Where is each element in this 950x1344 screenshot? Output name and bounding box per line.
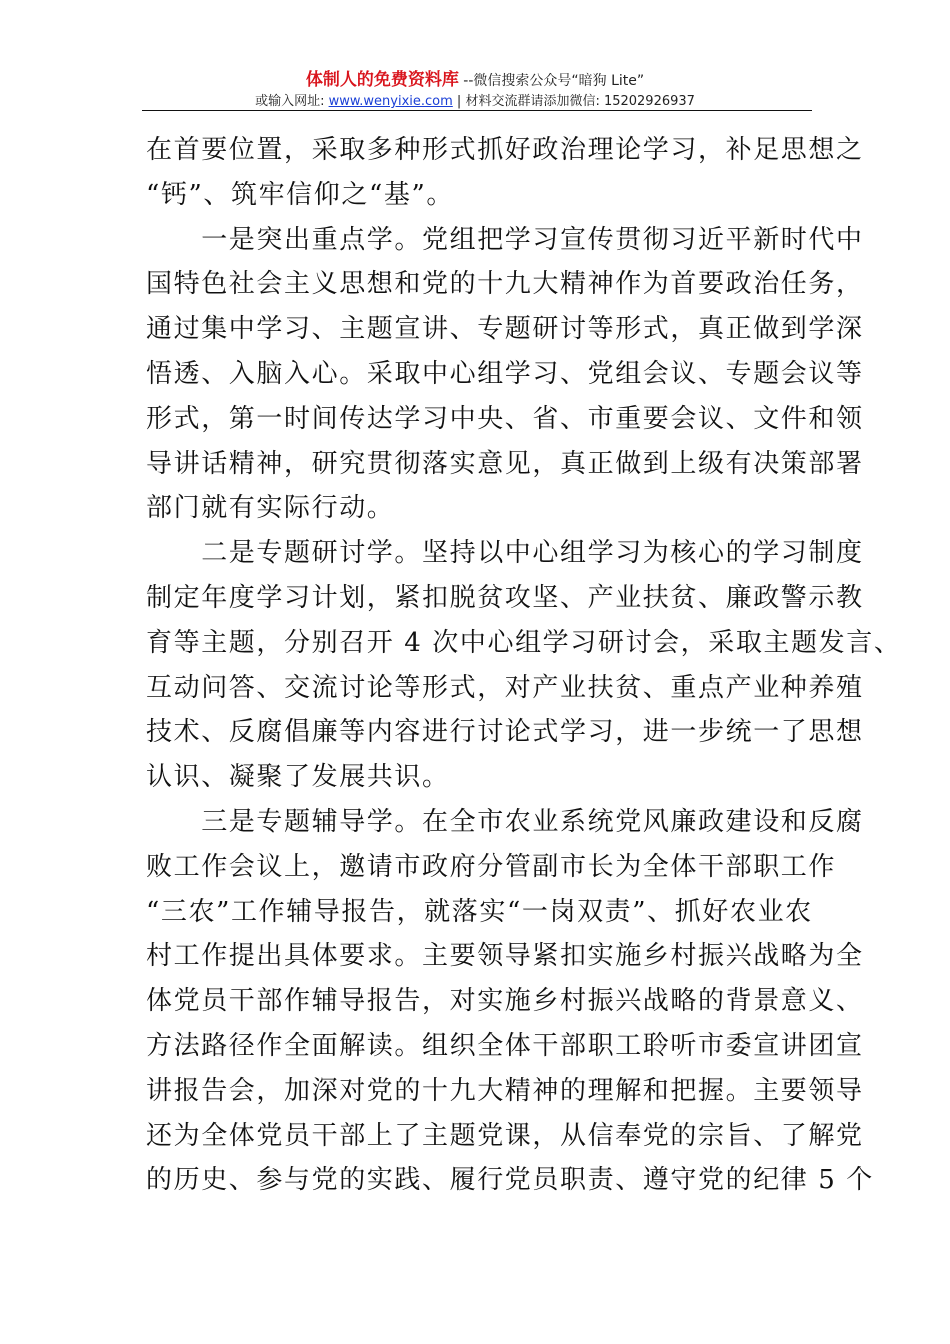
header-divider xyxy=(142,110,812,111)
text-line: 导讲话精神，研究贯彻落实意见，真正做到上级有决策部署 xyxy=(146,448,864,479)
header-title-line xyxy=(0,70,950,91)
text-line: “三农”工作辅导报告，就落实“一岗双责”、抓好农业农 xyxy=(146,896,813,927)
text-line: 还为全体党员干部上了主题党课，从信奉党的宗旨、了解党 xyxy=(146,1120,864,1151)
text-line: 体党员干部作辅导报告，对实施乡村振兴战略的背景意义、 xyxy=(146,986,864,1017)
text-line: 三是专题辅导学。在全市农业系统党风廉政建设和反腐 xyxy=(146,806,864,837)
paragraph-2 xyxy=(146,218,864,532)
text-line: “钙”、筑牢信仰之“基”。 xyxy=(146,179,454,210)
text-line: 形式，第一时间传达学习中央、省、市重要会议、文件和领 xyxy=(146,403,864,434)
header-tagline: --微信搜索公众号“暗狗 Lite” xyxy=(458,73,645,89)
text-line: 技术、反腐倡廉等内容进行讨论式学习，进一步统一了思想 xyxy=(146,717,864,748)
text-line: 悟透、入脑入心。采取中心组学习、党组会议、专题会议等 xyxy=(146,358,864,389)
document-body xyxy=(146,128,902,1203)
text-line: 国特色社会主义思想和党的十九大精神作为首要政治任务， xyxy=(146,269,864,300)
text-line: 方法路径作全面解读。组织全体干部职工聆听市委宣讲团宣 xyxy=(146,1030,864,1061)
text-line: 一是突出重点学。党组把学习宣传贯彻习近平新时代中 xyxy=(146,224,864,255)
page-header xyxy=(0,70,950,111)
header-url-link[interactable]: www.wenyixie.com xyxy=(328,94,453,109)
text-line: 村工作提出具体要求。主要领导紧扣实施乡村振兴战略为全 xyxy=(146,941,864,972)
text-line: 认识、凝聚了发展共识。 xyxy=(146,762,450,793)
text-line: 的历史、参与党的实践、履行党员职责、遵守党的纪律 5 个 xyxy=(146,1165,874,1196)
paragraph-1 xyxy=(146,128,864,218)
text-line: 通过集中学习、主题宣讲、专题研讨等形式，真正做到学深 xyxy=(146,314,864,345)
text-line: 败工作会议上，邀请市政府分管副市长为全体干部职工作 xyxy=(146,851,837,882)
text-line: 在首要位置，采取多种形式抓好政治理论学习，补足思想之 xyxy=(146,135,864,165)
text-line: 育等主题，分别召开 4 次中心组学习研讨会，采取主题发言、 xyxy=(146,627,902,658)
text-line: 互动问答、交流讨论等形式，对产业扶贫、重点产业种养殖 xyxy=(146,672,864,703)
paragraph-3 xyxy=(146,531,902,800)
text-line: 制定年度学习计划，紧扣脱贫攻坚、产业扶贫、廉政警示教 xyxy=(146,582,864,613)
text-line: 部门就有实际行动。 xyxy=(146,493,395,524)
header-wechat-info: | 材料交流群请添加微信: 15202926937 xyxy=(452,94,695,109)
header-url-prefix: 或输入网址: xyxy=(255,94,329,109)
header-brand: 体制人的免费资料库 xyxy=(305,70,459,90)
header-contact-line xyxy=(0,93,950,111)
text-line: 二是专题研讨学。坚持以中心组学习为核心的学习制度 xyxy=(146,538,864,569)
text-line: 讲报告会，加深对党的十九大精神的理解和把握。主要领导 xyxy=(146,1075,864,1106)
paragraph-4 xyxy=(146,800,874,1203)
